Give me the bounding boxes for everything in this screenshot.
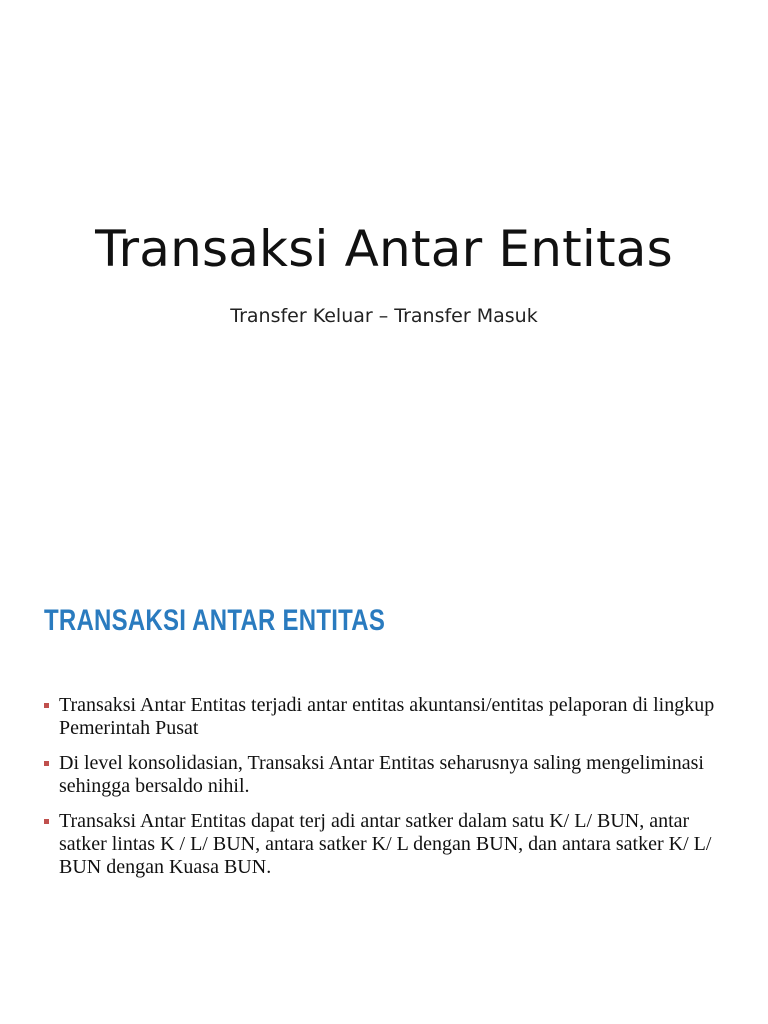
- bullet-item-2: [44, 752, 724, 798]
- square-bullet-icon: [44, 761, 49, 766]
- bullet-text: Di level konsolidasian, Transaksi Antar Entitas seharusnya saling mengeliminasi sehingga bersaldo nihil.: [59, 752, 704, 797]
- square-bullet-icon: [44, 819, 49, 824]
- slide-subtitle: Transfer Keluar – Transfer Masuk: [230, 305, 538, 327]
- bullet-list: [44, 694, 724, 891]
- square-bullet-icon: [44, 703, 49, 708]
- bullet-text: Transaksi Antar Entitas dapat terj adi antar satker dalam satu K/ L/ BUN, antar satker lintas K / L/ BUN, antara satker K/ L dengan BUN, dan antara satker K/ L/ BUN dengan Kuasa BUN.: [59, 810, 712, 878]
- bullet-item-1: [44, 694, 724, 740]
- bullet-item-3: [44, 810, 724, 879]
- content-slide: [0, 576, 768, 1024]
- slide-title: Transaksi Antar Entitas: [95, 220, 673, 278]
- section-heading: TRANSAKSI ANTAR ENTITAS: [44, 604, 386, 637]
- bullet-text: Transaksi Antar Entitas terjadi antar entitas akuntansi/entitas pelaporan di lingkup Pemerintah Pusat: [59, 694, 715, 739]
